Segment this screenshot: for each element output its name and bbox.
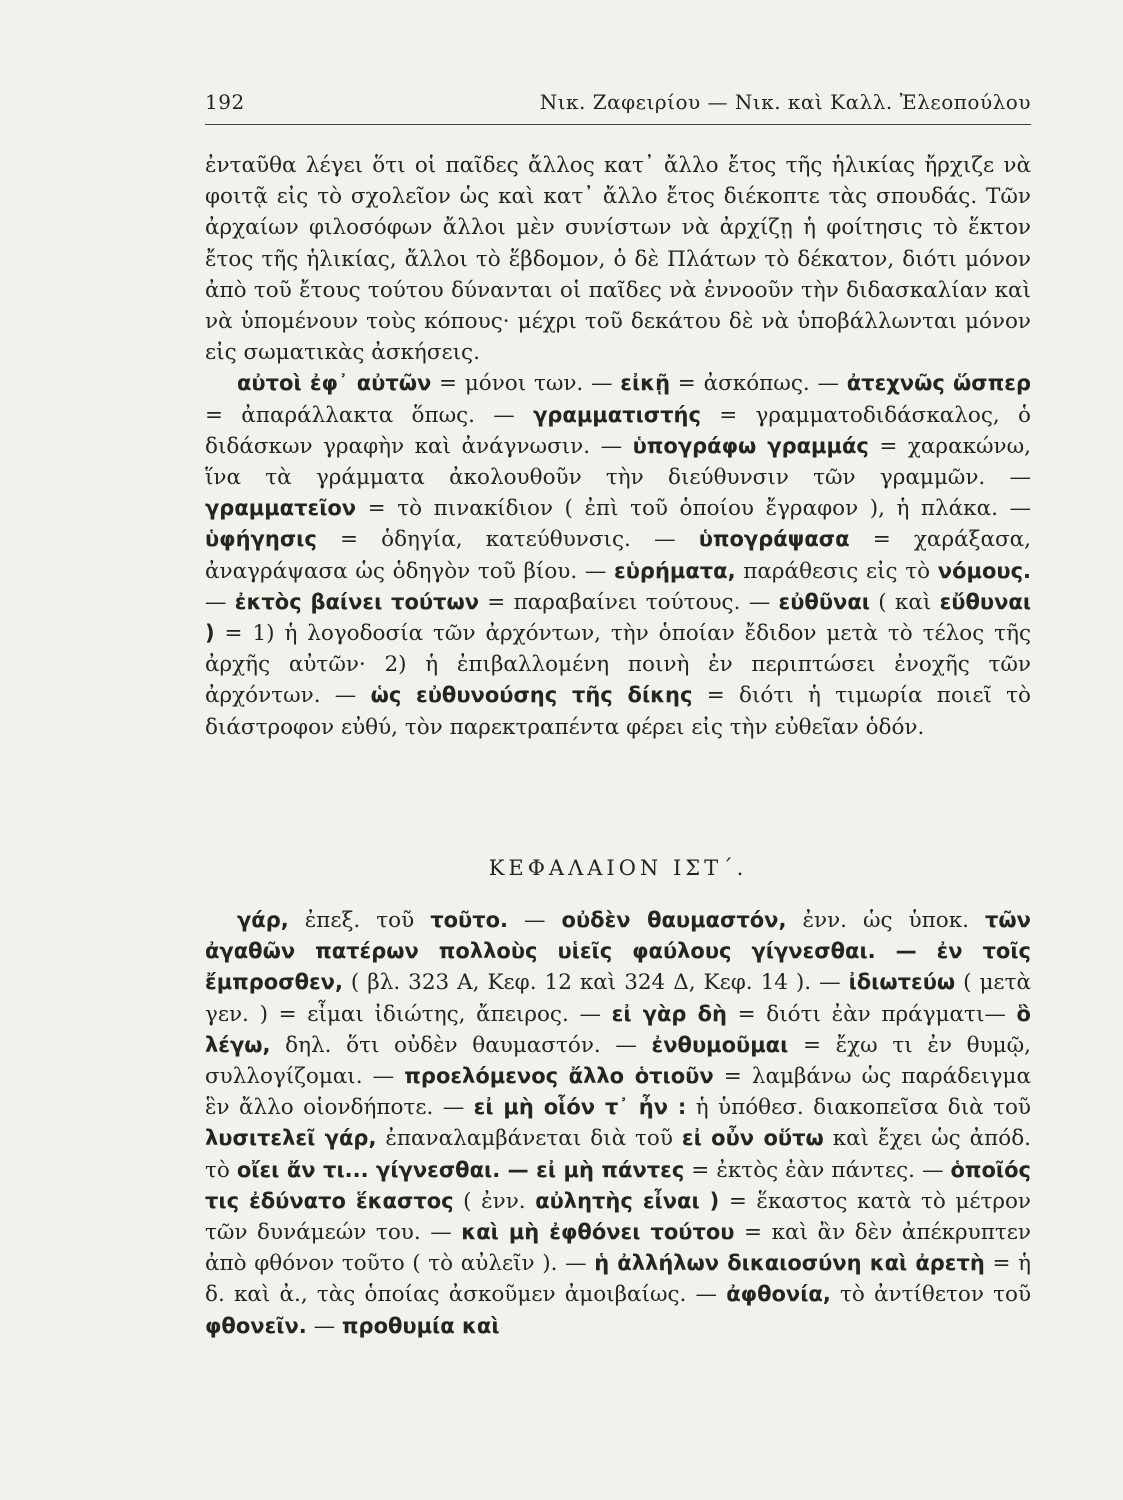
gloss-term: εὑρήματα,: [614, 558, 736, 583]
gloss-term: ὁποῖός τις ἐδύνατο ἕκαστος: [205, 1157, 1031, 1213]
gloss-def: ( βλ. 323 Α, Κεφ. 12 καὶ 324 Δ, Κεφ. 14 ). —: [342, 970, 849, 996]
gloss-term: φθονεῖν.: [205, 1313, 307, 1338]
gloss-def: = λαμβάνω ὡς παράδειγμα ἓν ἄλλο οἱονδήποτε. —: [205, 1064, 1031, 1121]
page-number: 192: [205, 90, 245, 114]
gloss-def: ἡ ὑπόθεσ. διακοπεῖσα διὰ τοῦ: [686, 1095, 1031, 1121]
gloss-def: = χαράξασα, ἀναγράψασα ὡς ὁδηγὸν τοῦ βίου. —: [205, 527, 1032, 584]
gloss-term: ὑφήγησις: [205, 527, 317, 552]
gloss-def: ( ἐνν.: [453, 1188, 536, 1214]
paragraph-1: ἐνταῦθα λέγει ὅτι οἱ παῖδες ἄλλος κατ᾽ ἄλλο ἔτος τῆς ἡλικίας ἤρχιζε νὰ φοιτᾷ εἰς τὸ σχολεῖον ὡς καὶ κατ᾽ ἄλλο ἔτος διέκοπτε τὰς σπουδάς. Τῶν ἀρχαίων φιλοσόφων ἄλλοι μὲν συνίστων νὰ ἀρχίζῃ ἡ φοίτησις τὸ ἕκτον ἔτος τῆς ἡλικίας, ἄλλοι τὸ ἕβδομον, ὁ δὲ Πλάτων τὸ δέκατον, διότι μόνον ἀπὸ τοῦ ἔτους τούτου δύνανται οἱ παῖδες νὰ ἐννοοῦν τὴν διδασκαλίαν καὶ νὰ ὑπομένουν τοὺς κόπους· μέχρι τοῦ δεκάτου δὲ νὰ ὑποβάλλωνται μόνον εἰς σωματικὰς ἀσκήσεις.: [205, 153, 1031, 366]
gloss-def: ἐνν. ὡς ὑποκ.: [786, 908, 986, 933]
gloss-term: γραμματεῖον: [205, 496, 357, 521]
gloss-term: γάρ,: [237, 908, 289, 932]
gloss-term: οἴει ἄν τι... γίγνεσθαι. — εἰ μὴ πάντες: [236, 1157, 685, 1182]
gloss-def: = ἔχω τι ἐν θυμῷ, συλλογίζομαι. —: [205, 1032, 1031, 1090]
gloss-def: ἐπεξ. τοῦ: [288, 908, 431, 933]
gloss-term: λυσιτελεῖ γάρ,: [205, 1126, 377, 1151]
chapter-heading: ΚΕΦΑΛΑΙΟΝ ΙΣΤ΄.: [488, 856, 748, 880]
running-title: Νικ. Ζαφειρίου — Νικ. καὶ Καλλ. Ἐλεοπούλου: [539, 90, 1031, 114]
section-1: [205, 150, 1031, 743]
gloss-term: ἀφθονία,: [726, 1282, 831, 1307]
gloss-term: ὑπογράψασα: [698, 527, 850, 552]
gloss-def: = διότι ἐὰν πράγματι—: [726, 1001, 1017, 1027]
gloss-term: τοῦτο.: [430, 908, 509, 932]
gloss-term: ἐνθυμοῦμαι: [651, 1032, 789, 1057]
gloss-paragraph-1: [205, 368, 1031, 742]
gloss-def: = παραβαίνει τούτους. —: [479, 589, 779, 615]
gloss-term: ἐκτὸς βαίνει τούτων: [234, 589, 480, 614]
gloss-term: καὶ μὴ ἐφθόνει τούτου: [461, 1220, 735, 1245]
gloss-term: εἰκῇ: [620, 371, 671, 396]
gloss-def: = διότι ἡ τιμωρία ποιεῖ τὸ διάστροφον εὐθύ, τὸν παρεκτραπέντα φέρει εἰς τὴν εὐθεῖαν ὁδόν.: [205, 683, 1032, 740]
gloss-term: γραμματιστής: [533, 402, 701, 427]
gloss-term: προθυμία καὶ: [341, 1313, 500, 1338]
gloss-term: αὐτοὶ ἐφ᾽ αὐτῶν: [237, 371, 432, 396]
gloss-def: = ἐκτὸς ἐὰν πάντες. —: [684, 1157, 951, 1183]
gloss-def: ( μετὰ γεν. ) = εἶμαι ἰδιώτης, ἄπειρος. —: [205, 970, 1031, 1027]
gloss-def: —: [205, 589, 235, 615]
section-2: [205, 905, 1031, 1342]
gloss-def: δηλ. ὅτι οὐδὲν θαυμαστόν. —: [270, 1032, 652, 1058]
gloss-def: καὶ ἔχει ὡς ἀπόδ. τὸ: [205, 1126, 1031, 1183]
gloss-term: εἰ μὴ οἷόν τ᾽ ἦν :: [473, 1095, 687, 1120]
gloss-term: εἰ γὰρ δὴ: [611, 1001, 727, 1026]
gloss-term: εἰ οὖν οὕτω: [681, 1126, 824, 1151]
gloss-def: —: [508, 908, 562, 933]
gloss-def: = ὁδηγία, κατεύθυνσις. —: [316, 527, 699, 553]
gloss-term: ὃ λέγω,: [205, 1001, 1031, 1057]
gloss-term: τῶν ἀγαθῶν πατέρων πολλοὺς υἱεῖς φαύλους γίγνεσθαι. — ἐν τοῖς ἔμπροσθεν,: [205, 908, 1031, 995]
gloss-term: ὡς εὐθυνούσης τῆς δίκης: [370, 683, 693, 708]
gloss-term: ἀτεχνῶς ὥσπερ: [846, 371, 1031, 396]
gloss-term: εὔθυναι ): [205, 589, 1032, 646]
gloss-def: = μόνοι των. —: [431, 371, 621, 397]
gloss-term: οὐδὲν θαυμαστόν,: [561, 908, 787, 932]
gloss-def: = χαρακώνω, ἵνα τὰ γράμματα ἀκολουθοῦν τὴν διεύθυνσιν τῶν γραμμῶν. —: [205, 433, 1031, 491]
gloss-term: ἡ ἀλλήλων δικαιοσύνη καὶ ἀρετὴ: [594, 1251, 985, 1276]
gloss-def: —: [306, 1313, 342, 1339]
gloss-def: = καὶ ἂν δὲν ἀπέκρυπτεν ἀπὸ φθόνον τοῦτο ( τὸ αὐλεῖν ). —: [205, 1220, 1031, 1277]
gloss-def: = ἀσκόπως. —: [670, 371, 847, 397]
gloss-def: τὸ ἀντίθετον τοῦ: [830, 1282, 1032, 1308]
gloss-term: ἰδιωτεύω: [848, 970, 956, 995]
gloss-def: = γραμματοδιδάσκαλος, ὁ διδάσκων γραφὴν καὶ ἀνάγνωσιν. —: [205, 402, 1031, 459]
gloss-term: νόμους.: [937, 558, 1031, 583]
gloss-paragraph-2: [205, 905, 1031, 1342]
gloss-def: = ἀπαράλλακτα ὅπως. —: [205, 402, 534, 428]
gloss-def: = τὸ πινακίδιον ( ἐπὶ τοῦ ὁποίου ἔγραφον ), ἡ πλάκα. —: [356, 496, 1031, 522]
gloss-def: ἐπαναλαμβάνεται διὰ τοῦ: [376, 1126, 682, 1152]
gloss-term: αὐλητὴς εἶναι ): [535, 1188, 720, 1213]
gloss-term: εὐθῦναι: [778, 589, 870, 614]
gloss-def: ( καὶ: [869, 589, 940, 615]
page-header: [205, 80, 1031, 125]
gloss-def: παράθεσις εἰς τὸ: [735, 558, 938, 584]
gloss-def: = 1) ἡ λογοδοσία τῶν ἀρχόντων, τὴν ὁποίαν ἔδιδον μετὰ τὸ τέλος τῆς ἀρχῆς αὐτῶν· 2) ἡ ἐπιβαλλομένη ποινὴ ἐν περιπτώσει ἐνοχῆς τῶν ἀρχόντων. —: [205, 621, 1031, 709]
gloss-def: = ἕκαστος κατὰ τὸ μέτρον τῶν δυνάμεών του. —: [205, 1188, 1031, 1246]
gloss-term: προελόμενος ἄλλο ὁτιοῦν: [404, 1064, 714, 1089]
gloss-def: = ἡ δ. καὶ ἀ., τὰς ὁποίας ἀσκοῦμεν ἀμοιβαίως. —: [205, 1251, 1032, 1308]
gloss-term: ὑπογράφω γραμμάς: [632, 433, 869, 458]
